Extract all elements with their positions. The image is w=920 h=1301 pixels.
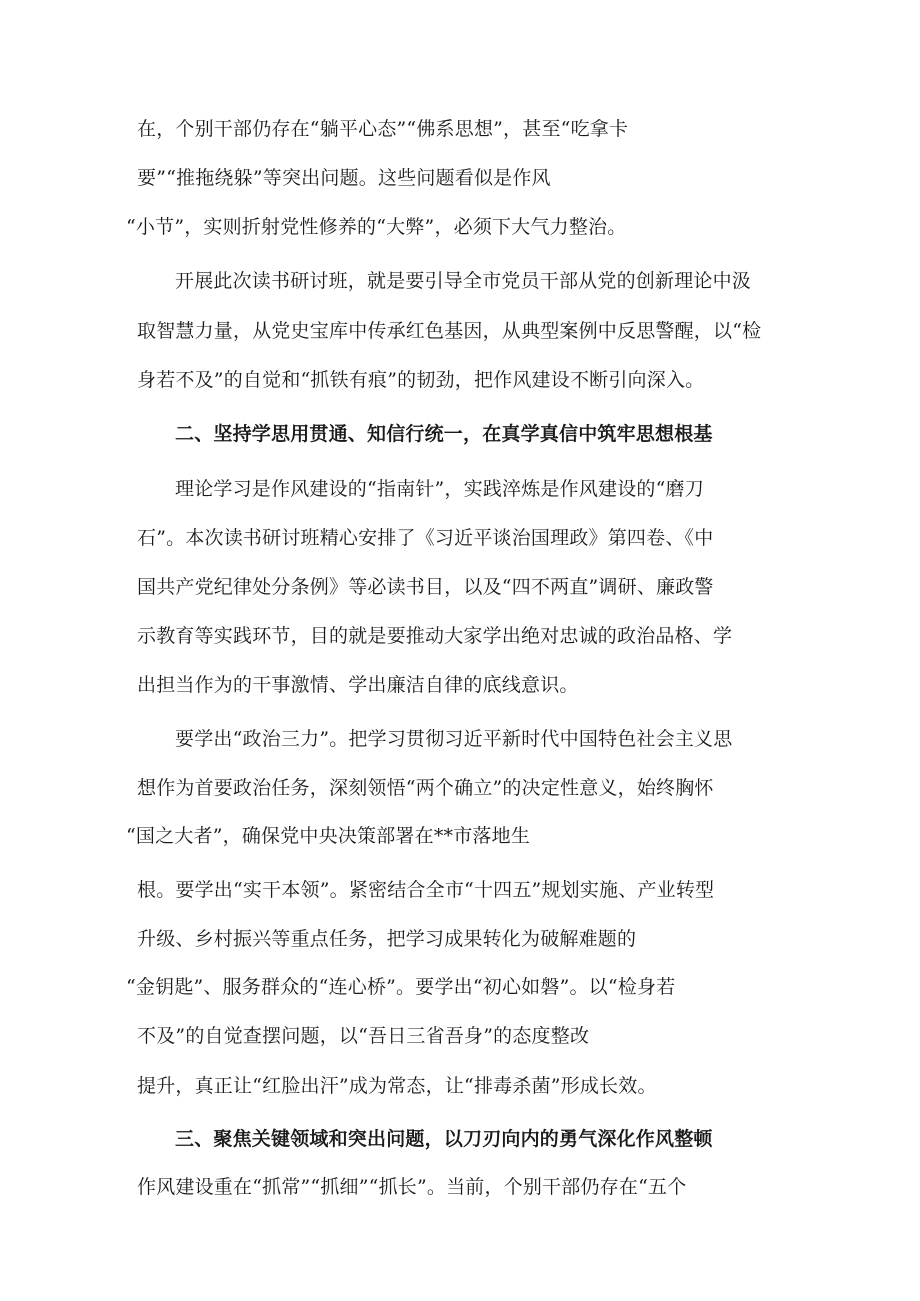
paragraph-line: 示教育等实践环节，目的就是要推动大家学出绝对忠诚的政治品格、学 xyxy=(137,625,733,647)
paragraph-line: 取智慧力量，从党史宝库中传承红色基因，从典型案例中反思警醒，以“检 xyxy=(137,320,762,342)
paragraph-line: 根。要学出“实干本领”。紧密结合全市“十四五”规划实施、产业转型 xyxy=(137,879,715,901)
section-heading: 三、聚焦关键领域和突出问题，以刀刃向内的勇气深化作风整顿 xyxy=(175,1128,713,1150)
paragraph-line: 身若不及”的自觉和“抓铁有痕”的韧劲，把作风建设不断引向深入。 xyxy=(137,369,705,391)
paragraph-line: 升级、乡村振兴等重点任务，把学习成果转化为破解难题的 xyxy=(137,928,637,950)
paragraph-line: 开展此次读书研讨班，就是要引导全市党员干部从党的创新理论中汲 xyxy=(175,270,752,292)
paragraph-line: 想作为首要政治任务，深刻领悟“两个确立”的决定性意义，始终胸怀 xyxy=(137,777,714,799)
paragraph-line: “金钥匙”、服务群众的“连心桥”。要学出“初心如磐”。以“检身若 xyxy=(126,976,676,998)
text-line: 要”“推拖绕躲”等突出问题。这些问题看似是作风 xyxy=(137,167,551,189)
paragraph-line: 出担当作为的干事激情、学出廉洁自律的底线意识。 xyxy=(137,674,579,696)
text-line: “小节”，实则折射党性修养的“大弊”，必须下大气力整治。 xyxy=(126,216,627,238)
section-heading: 二、坚持学思用贯通、知信行统一，在真学真信中筑牢思想根基 xyxy=(175,423,713,445)
paragraph-line: 理论学习是作风建设的“指南针”，实践淬炼是作风建设的“磨刀 xyxy=(175,478,704,500)
text-line: 在，个别干部仍存在“躺平心态”“佛系思想”，甚至“吃拿卡 xyxy=(137,118,629,140)
paragraph-line: 不及”的自觉查摆问题，以“吾日三省吾身”的态度整改 xyxy=(137,1025,590,1047)
paragraph-line: “国之大者”，确保党中央决策部署在**市落地生 xyxy=(126,825,531,847)
paragraph-line: 作风建设重在“抓常”“抓细”“抓长”。当前，个别干部仍存在“五个 xyxy=(137,1176,687,1198)
paragraph-line: 国共产党纪律处分条例》等必读书目，以及“四不两直”调研、廉政警 xyxy=(137,576,714,598)
paragraph-line: 提升，真正让“红脸出汗”成为常态，让“排毒杀菌”形成长效。 xyxy=(137,1075,657,1097)
paragraph-line: 石”。本次读书研讨班精心安排了《习近平谈治国理政》第四卷、《中 xyxy=(137,527,714,549)
paragraph-line: 要学出“政治三力”。把学习贯彻习近平新时代中国特色社会主义思 xyxy=(175,728,733,750)
